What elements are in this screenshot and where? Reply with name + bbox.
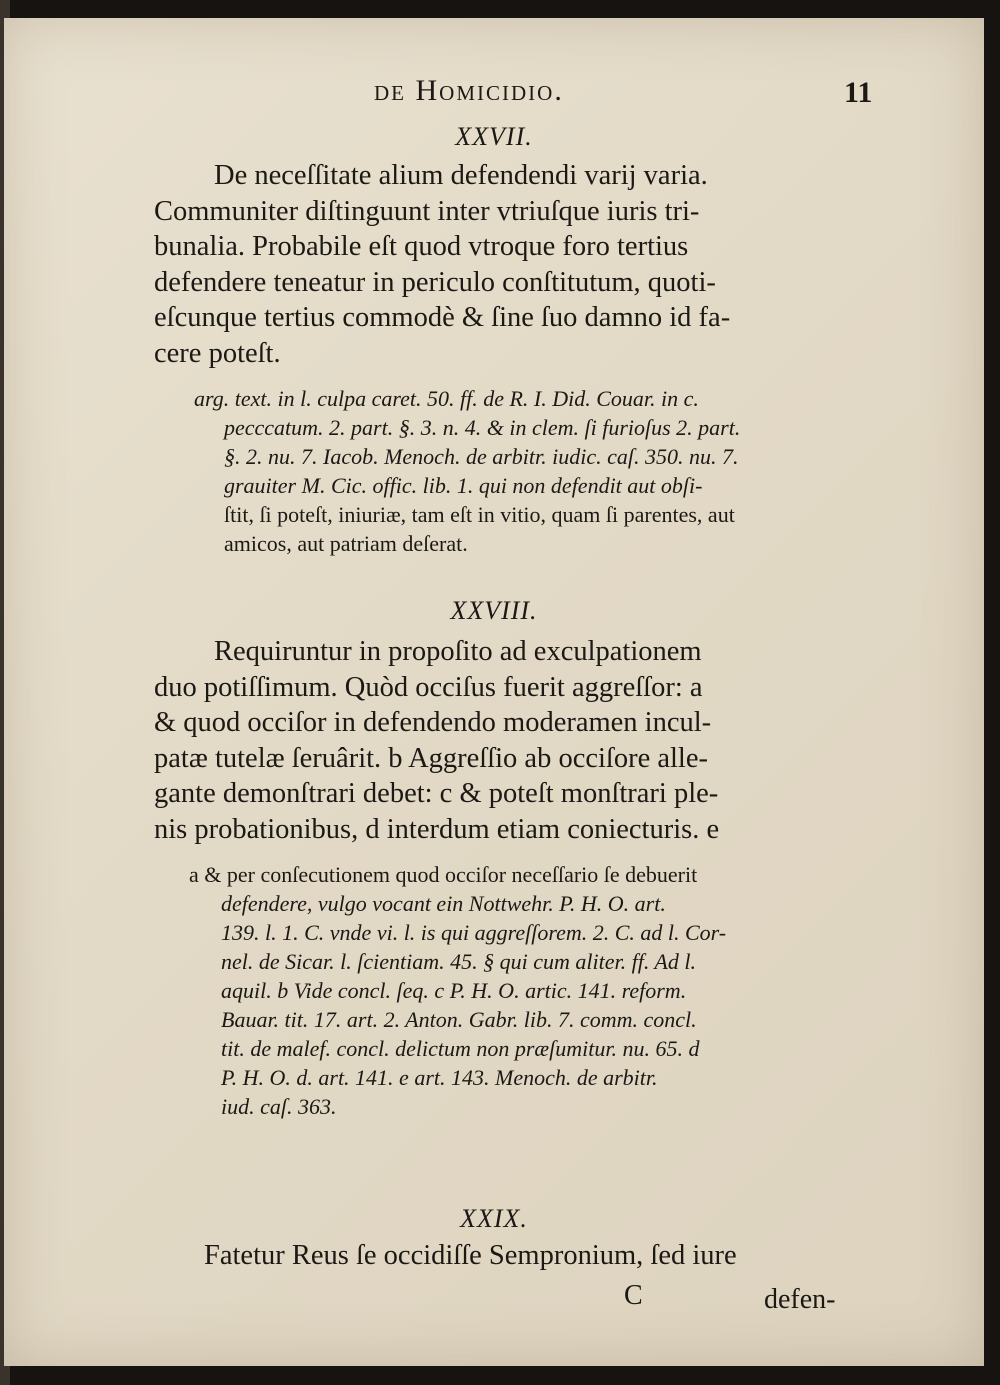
section-28-text: [154, 634, 874, 847]
section-29-text: [204, 1238, 864, 1274]
signature-mark: C: [624, 1280, 643, 1311]
section-number-27: XXVII.: [455, 122, 533, 151]
text-line: defendere teneatur in periculo conſtitutum, quoti-: [154, 266, 716, 298]
text-line: patæ tutelæ ſeruârit. b Aggreſſio ab occiſore alle-: [154, 742, 708, 774]
section-27-text: [154, 158, 874, 371]
note-line: pecccatum. 2. part. §. 3. n. 4. & in clem. ſi furioſus 2. part.: [224, 415, 741, 440]
text-line: gante demonſtrari debet: c & poteſt monſtrari ple-: [154, 778, 719, 809]
text-line: & quod occiſor in defendendo moderamen incul-: [154, 707, 712, 738]
note-line: P. H. O. d. art. 141. e art. 143. Menoch. de arbitr.: [221, 1065, 658, 1090]
note-line: amicos, aut patriam deſerat.: [224, 531, 468, 556]
note-line: arg. text. in l. culpa caret. 50. ff. de R. I. Did. Couar. in c.: [194, 386, 699, 411]
section-28-note: [189, 860, 879, 1121]
note-line: iud. caſ. 363.: [221, 1094, 337, 1119]
note-line: aquil. b Vide concl. ſeq. c P. H. O. artic. 141. reform.: [221, 978, 687, 1003]
note-line: 139. l. 1. C. vnde vi. l. is qui aggreſſorem. 2. C. ad l. Cor-: [221, 920, 727, 945]
note-line: §. 2. nu. 7. Iacob. Menoch. de arbitr. iudic. caſ. 350. nu. 7.: [224, 444, 739, 469]
text-line: Requiruntur in propoſito ad exculpationem: [214, 636, 702, 667]
text-line: Communiter diſtinguunt inter vtriuſque iuris tri-: [154, 195, 700, 227]
page-number: 11: [844, 76, 873, 109]
catchword: defen-: [764, 1284, 836, 1315]
note-line: ſtit, ſi poteſt, iniuriæ, tam eſt in vitio, quam ſi parentes, aut: [224, 502, 735, 527]
running-title: de Homicidio.: [374, 74, 564, 107]
text-line: nis probationibus, d interdum etiam coniecturis. e: [154, 813, 720, 845]
note-line: defendere, vulgo vocant ein Nottwehr. P. H. O. art.: [221, 891, 666, 916]
text-line: Fatetur Reus ſe occidiſſe Sempronium, ſed iure: [204, 1240, 737, 1271]
text-line: De neceſſitate alium defendendi varij varia.: [214, 160, 708, 191]
text-line: eſcunque tertius commodè & ſine ſuo damno id fa-: [154, 302, 731, 333]
note-line: nel. de Sicar. l. ſcientiam. 45. § qui cum aliter. ff. Ad l.: [221, 949, 696, 974]
section-number-28: XXVIII.: [450, 596, 538, 625]
section-27-note: [194, 384, 884, 558]
text-line: bunalia. Probabile eſt quod vtroque foro tertius: [154, 231, 689, 262]
text-line: duo potiſſimum. Quòd occiſus fuerit aggreſſor: a: [154, 671, 703, 703]
note-line: Bauar. tit. 17. art. 2. Anton. Gabr. lib. 7. comm. concl.: [221, 1007, 697, 1032]
note-line: grauiter M. Cic. offic. lib. 1. qui non defendit aut obſi-: [224, 473, 703, 498]
text-line: cere poteſt.: [154, 337, 281, 369]
book-page: [4, 18, 984, 1366]
section-number-29: XXIX.: [460, 1204, 528, 1233]
note-line: tit. de malef. concl. delictum non præſumitur. nu. 65. d: [221, 1036, 700, 1061]
note-line: a & per conſecutionem quod occiſor neceſſario ſe debuerit: [189, 862, 698, 887]
